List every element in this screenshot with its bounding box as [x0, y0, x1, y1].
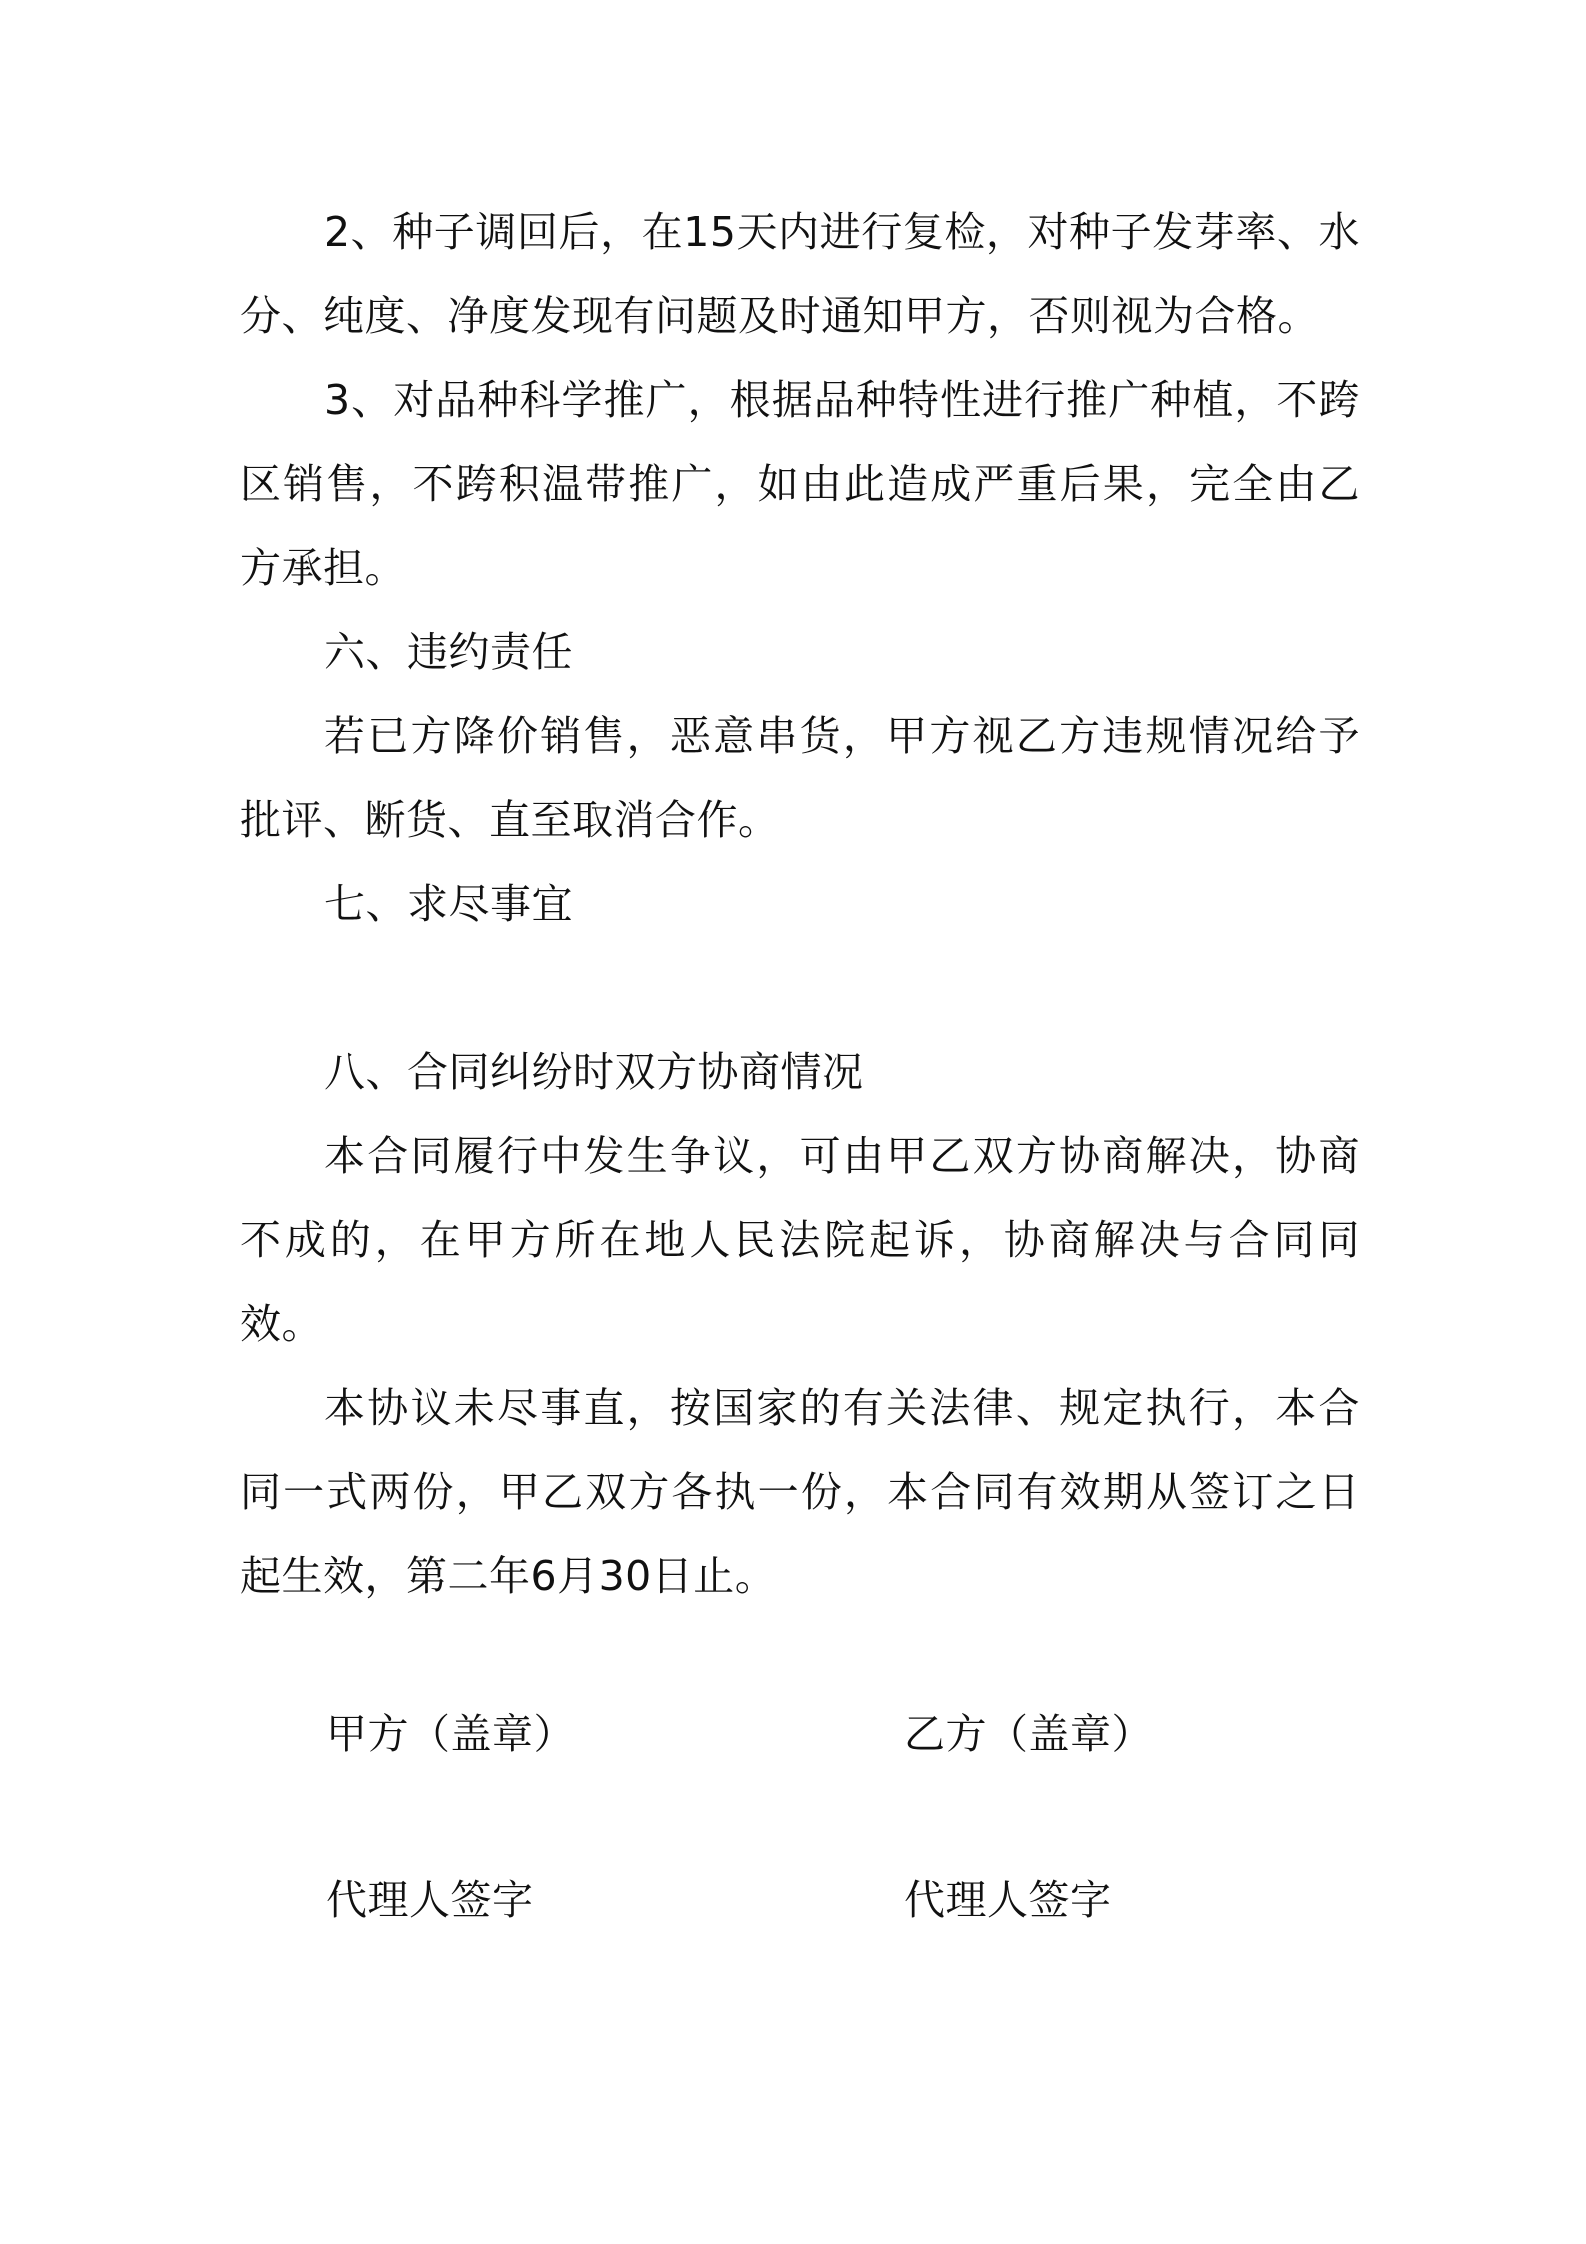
section-heading-dispute: 八、合同纠纷时双方协商情况	[324, 1048, 864, 1096]
blank-line	[240, 946, 1360, 1030]
clause-validity: 本协议未尽事直，按国家的有关法律、规定执行，本合同一式两份，甲乙双方各执一份，本合同有效期从签订之日起生效，第二年6月30日止。	[240, 1384, 1360, 1600]
party-b-seal-label: 乙方（盖章）	[904, 1710, 1153, 1758]
clause-promotion: 3、对品种科学推广，根据品种特性进行推广种植，不跨区销售，不跨积温带推广，如由此造成严重后果，完全由乙方承担。	[240, 376, 1360, 592]
party-a-seal-label: 甲方（盖章）	[326, 1710, 575, 1758]
section-heading-other-matters: 七、求尽事宜	[324, 880, 573, 928]
party-a-agent-signature-label: 代理人签字	[326, 1876, 534, 1924]
clause-dispute: 本合同履行中发生争议，可由甲乙双方协商解决，协商不成的，在甲方所在地人民法院起诉，协商解决与合同同效。	[240, 1132, 1360, 1348]
clause-liability: 若已方降价销售，恶意串货，甲方视乙方违规情况给予批评、断货、直至取消合作。	[240, 712, 1360, 844]
contract-body	[240, 190, 1360, 1618]
clause-seed-recheck: 2、种子调回后，在15天内进行复检，对种子发芽率、水分、纯度、净度发现有问题及时通知甲方，否则视为合格。	[240, 208, 1360, 340]
section-heading-liability: 六、违约责任	[324, 628, 573, 676]
party-b-agent-signature-label: 代理人签字	[904, 1876, 1112, 1924]
